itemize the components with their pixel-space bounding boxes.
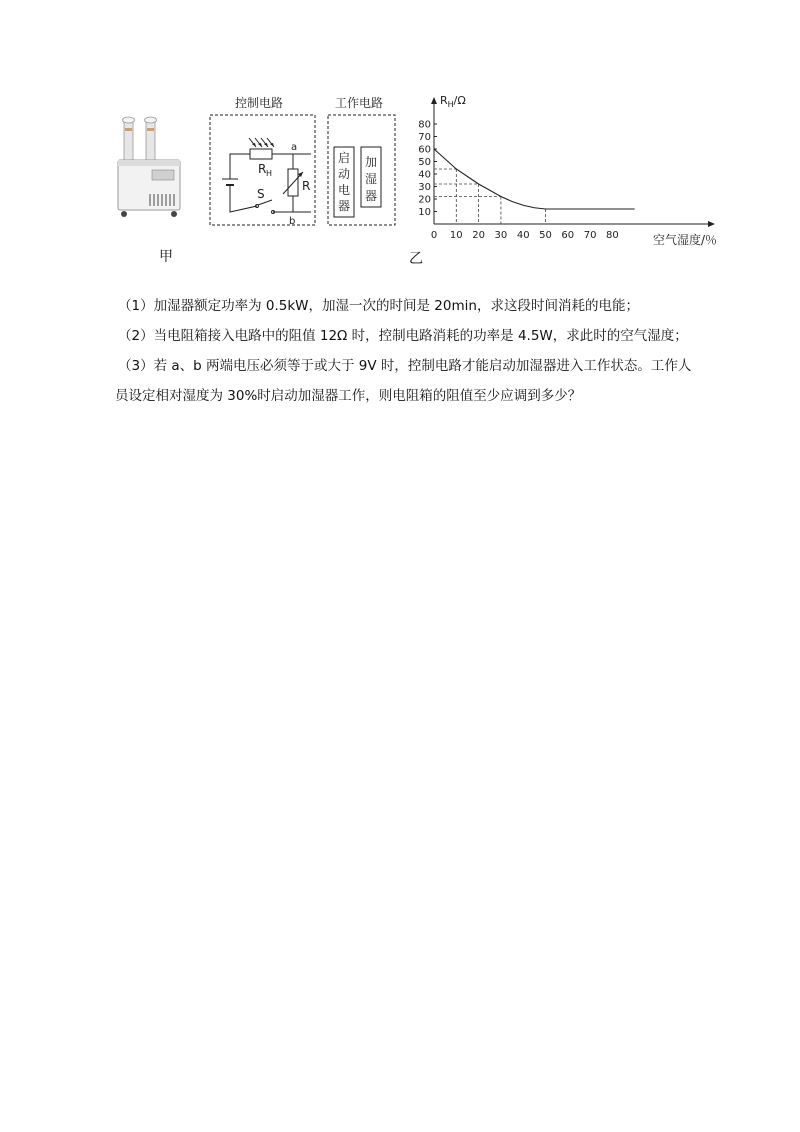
x-tick-label-60: 60: [561, 230, 575, 241]
x-tick-label-30: 30: [494, 230, 508, 241]
starter-char-2: 动: [338, 167, 351, 181]
starter-char-4: 器: [338, 199, 351, 213]
y-axis-label: $R_H/\Omega$: [440, 94, 466, 109]
work-circuit-title: 工作电路: [335, 96, 384, 110]
x-tick-label-20: 20: [472, 230, 485, 241]
figure-label-yi: 乙: [409, 251, 423, 267]
humidifier-photo: [112, 110, 190, 220]
humidifier-char-2: 湿: [365, 172, 378, 186]
series-line: [434, 149, 635, 209]
humidifier-char-3: 器: [365, 189, 378, 203]
y-tick-label-50: 50: [418, 157, 431, 168]
y-tick-label-20: 20: [418, 194, 431, 206]
x-tick-label-0: 0: [430, 230, 438, 241]
question-3-line-2: 员设定相对湿度为 30%时启动加湿器工作，则电阻箱的阻值至少应调到多少？: [115, 388, 582, 404]
rh-label-main: R: [258, 162, 267, 176]
starter-char-1: 启: [338, 151, 351, 165]
terminal-a-label: a: [291, 142, 298, 153]
humidifier-char-1: 加: [365, 155, 378, 169]
x-tick-label-10: 10: [449, 230, 463, 241]
y-tick-label-80: 80: [418, 119, 431, 131]
figure-label-jia: 甲: [159, 249, 173, 265]
starter-char-3: 电: [338, 183, 351, 197]
question-1: （1）加湿器额定功率为 0.5kW，加湿一次的时间是 20min，求这段时间消耗的电能；: [118, 298, 639, 314]
y-tick-label-30: 30: [418, 182, 431, 193]
control-circuit-title: 控制电路: [235, 96, 284, 110]
y-tick-label-60: 60: [418, 144, 431, 156]
rh-humidity-chart: [410, 90, 730, 255]
question-3-line-1: （3）若 a、b 两端电压必须等于或大于 9V 时，控制电路才能启动加湿器进入工作状态。工作人: [118, 358, 692, 374]
x-tick-label-80: 80: [606, 230, 619, 241]
photoresistor-rh: [250, 149, 272, 159]
x-axis-arrow: [708, 221, 715, 227]
terminal-b-label: b: [289, 216, 296, 227]
x-tick-label-70: 70: [583, 230, 597, 241]
y-axis-arrow: [431, 97, 437, 104]
rh-label-sub: H: [266, 169, 273, 178]
question-2: （2）当电阻箱接入电路中的阻值 12Ω 时，控制电路消耗的功率是 4.5W，求此时的空气湿度；: [118, 328, 688, 344]
y-tick-label-10: 10: [418, 207, 431, 218]
switch-s-label: S: [257, 187, 265, 201]
x-axis-label: 空气湿度/％: [653, 233, 718, 247]
circuit-diagram: [205, 92, 400, 232]
y-tick-label-40: 40: [418, 169, 431, 181]
x-tick-label-40: 40: [516, 230, 530, 241]
r-label: R: [302, 179, 311, 193]
y-tick-label-70: 70: [418, 132, 431, 143]
x-tick-label-50: 50: [539, 230, 552, 241]
